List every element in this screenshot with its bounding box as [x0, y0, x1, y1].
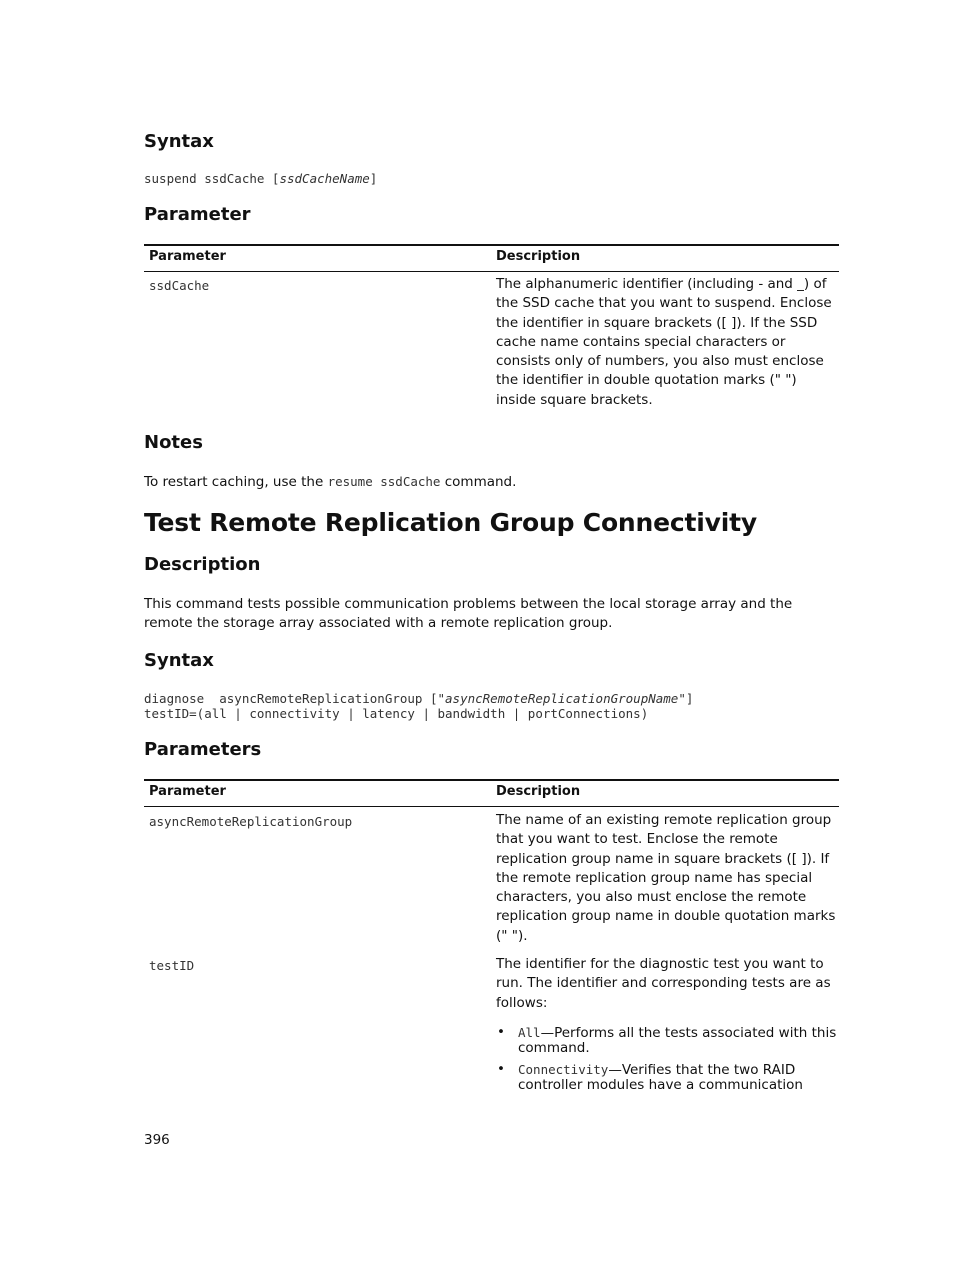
syntax-heading: Syntax: [144, 131, 214, 152]
notes-code: resume ssdCache: [327, 474, 441, 489]
list-item-text: —Performs all the tests associated with this command.: [518, 1024, 837, 1056]
table-cell-param: testID: [149, 958, 195, 973]
list-item-code: Connectivity: [518, 1061, 609, 1077]
notes-suffix: command.: [440, 474, 517, 490]
list-item: [496, 1025, 838, 1056]
table-cell-param: asyncRemoteReplicationGroup: [149, 814, 353, 829]
description-text: This command tests possible communication problems between the local storage array and the remote the storage array associated with a remote replication group.: [144, 596, 793, 632]
table-cell-param: ssdCache: [149, 278, 210, 293]
notes-prefix: To restart caching, use the: [144, 474, 328, 490]
syntax-code-prefix: suspend ssdCache [: [144, 171, 280, 186]
test-id-list: [496, 1025, 838, 1093]
parameters-heading: Parameters: [144, 739, 262, 760]
notes-text: [144, 472, 516, 492]
table-header-parameter: Parameter: [149, 784, 226, 799]
table-header-description: Description: [496, 249, 581, 264]
syntax-code: [144, 171, 377, 186]
parameter-heading: Parameter: [144, 204, 251, 225]
syntax-line1-italic: asyncRemoteReplicationGroupName: [445, 691, 679, 706]
syntax-heading-2: Syntax: [144, 650, 214, 671]
syntax-code-italic: ssdCacheName: [279, 171, 370, 186]
table-cell-desc: The name of an existing remote replication group that you want to test. Enclose the remote replication group name in square brackets ([ ]). If the remote replication group name has special characters, you also must enclose the remote replication group name in double quotation marks (" ").: [496, 812, 836, 944]
section-title: Test Remote Replication Group Connectivity: [144, 508, 757, 537]
syntax-code-line1: [144, 691, 693, 706]
page-number: 396: [144, 1132, 170, 1148]
syntax-line1-prefix: diagnose asyncRemoteReplicationGroup [": [144, 691, 446, 706]
table-header-description: Description: [496, 784, 581, 799]
syntax-code-line2: testID=(all | connectivity | latency | bandwidth | portConnections): [144, 706, 649, 721]
table-header-rule: [144, 271, 839, 272]
description-heading: Description: [144, 554, 261, 575]
table-top-rule: [144, 779, 839, 781]
table-cell-desc: The alphanumeric identifier (including - and _) of the SSD cache that you want to suspend. Enclose the identifier in square brackets ([ ]). If the SSD cache name contains special characters or consists only of numbers, you also must enclose the identifier in double quotation marks (" ") inside square brackets.: [496, 276, 832, 408]
list-item-text: —Verifies that the two RAID controller modules have a communication: [518, 1061, 803, 1093]
list-item-code: All: [518, 1024, 541, 1040]
list-item: [496, 1062, 838, 1093]
syntax-line1-suffix: "]: [678, 691, 694, 706]
syntax-code-suffix: ]: [369, 171, 378, 186]
table-header-rule: [144, 806, 839, 807]
table-top-rule: [144, 244, 839, 246]
test-id-desc: The identifier for the diagnostic test you want to run. The identifier and corresponding tests are as follows:: [496, 956, 831, 1011]
table-header-parameter: Parameter: [149, 249, 226, 264]
table-cell-desc: [496, 955, 838, 1099]
notes-heading: Notes: [144, 432, 203, 453]
